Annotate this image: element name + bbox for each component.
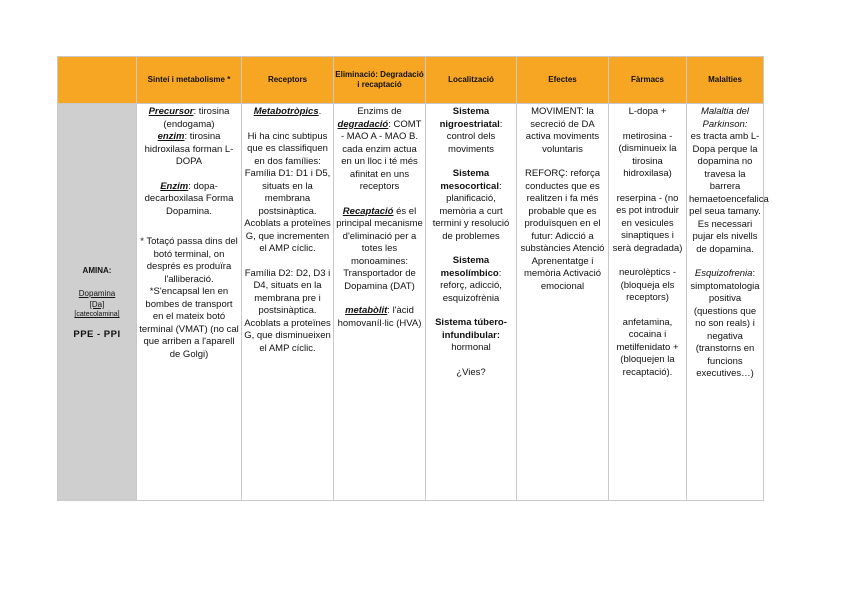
receptors-title: Metabotròpics. — [253, 106, 322, 117]
efectes-moviment: MOVIMENT: la secreció de DA activa moviments voluntaris — [525, 106, 600, 155]
farmacs-neuroleptics: neurolèptics - (bloqueja els receptors) — [618, 267, 677, 303]
row-amina-label: AMINA: — [82, 266, 112, 275]
row-dopamina-label: Dopamina — [78, 289, 116, 298]
receptors-intro: Hi ha cinc subtipus que es classifiquen en dos famílies: — [247, 130, 328, 167]
loc-tubero: Sistema túbero-infundibular: hormonal — [435, 317, 507, 353]
sintesi-enzim: enzim: tirosina hidroxilasa forman L-DOPA — [144, 131, 234, 167]
eliminacio-recaptacio: Recaptació és el principal mecanisme d'eliminació per a totes les monoamines: Transportador de Dopamina (DAT) — [336, 205, 423, 292]
sintesi-enzim2: Enzim: dopa-decarboxilasa Forma Dopamina. — [144, 180, 234, 217]
malalties-parkinson-title: Malaltia del Parkinson: — [700, 106, 750, 130]
receptors-d1: Família D1: D1 i D5, situats en la membrana postsinàptica. Acoblats a proteïnes G, que incrementen el AMP cíclic. — [244, 168, 331, 254]
receptors-d2: Família D2: D2, D3 i D4, situats en la membrana pre i postsinàptica. Acoblats a proteïnes G, que disminueixen el AMP cíclic. — [244, 267, 331, 354]
header-empty — [58, 57, 137, 104]
cell-eliminacio — [334, 104, 426, 501]
row-catecolamina-label: [catecolamina] — [74, 311, 120, 318]
cell-receptors — [242, 104, 334, 501]
farmacs-ldopa: L-dopa + — [628, 106, 667, 117]
header-sintesi: Sinteí i metabolisme * — [137, 57, 242, 104]
header-row — [58, 57, 764, 104]
efectes-reforc: REFORÇ: reforça conductes que es realitzen i fa més probable que es produïsquen en el futur: Adicció a substàncies Atenció Aprenentatge i memòria Activació emocional — [520, 168, 605, 292]
header-receptors: Receptors — [242, 57, 334, 104]
eliminacio-metabolit: metabòlit: l'àcid homovaníl·lic (HVA) — [337, 305, 422, 329]
cell-farmacs — [609, 104, 687, 501]
row-da-label: [Da] — [89, 300, 105, 309]
farmacs-reserpina: reserpina - (no es pot introduir en vesicules sinaptiques i serà degradada) — [612, 192, 683, 254]
loc-mesolimbic: Sistema mesolímbico: reforç, adicció, esquizofrènia — [440, 255, 502, 304]
loc-mesocortical: Sistema mesocortical: planificació, memòria a curt termini y resolució de problemes — [432, 168, 510, 242]
header-malalties: Malalties — [687, 57, 764, 104]
row-header-cell — [58, 104, 137, 501]
malalties-parkinson-text: es tracta amb L-Dopa perque la dopamina no travesa la barrera hemaetoencefalica pel seua tamany. Es necessari pujar els nivells de dopamina. — [689, 131, 769, 255]
farmacs-metirosina: metirosina - (disminueix la tirosina hidroxilasa) — [618, 130, 677, 179]
cell-malalties — [687, 104, 769, 501]
cell-efectes — [517, 104, 609, 501]
cell-sintesi — [137, 104, 242, 501]
dopamina-row — [58, 104, 764, 501]
loc-vies: ¿Vies? — [456, 366, 486, 378]
cell-localitzacio — [426, 104, 517, 501]
sintesi-precursor: Precursor: tirosina (endogama) — [148, 106, 230, 130]
header-localitzacio: Localització — [426, 57, 517, 104]
sintesi-nota1: * Totaçó passa dins del botó terminal, on després es produïra l'alliberació. — [140, 236, 238, 285]
row-ppe-label: PPE - PPI — [73, 329, 121, 340]
malalties-esquizofrenia: Esquizofrenia: simptomatologia positiva (questions que no son reals) i negativa (transtorns en funcions executives…) — [690, 268, 760, 379]
farmacs-anfetamina: anfetamina, cocaina i metilfenidato + (bloquejen la recaptació). — [616, 316, 679, 378]
header-efectes: Efectes — [517, 57, 609, 104]
eliminacio-enzims: Enzims de degradació: COMT - MAO A - MAO B. cada enzim actua en un lloc i té més afinitat en uns receptors — [337, 106, 422, 192]
loc-nigroestriatal: Sistema nigroestriatal: control dels moviments — [439, 106, 503, 155]
header-farmacs: Fàrmacs — [609, 57, 687, 104]
sintesi-nota2: *S'encapsal len en bombes de transport en el mateix botó terminal (VMAT) (no cal que arriben a l'aparell de Golgi) — [139, 286, 239, 360]
header-eliminacio: Eliminació: Degradació i recaptació — [334, 57, 426, 104]
neurotransmitter-table — [57, 56, 769, 501]
